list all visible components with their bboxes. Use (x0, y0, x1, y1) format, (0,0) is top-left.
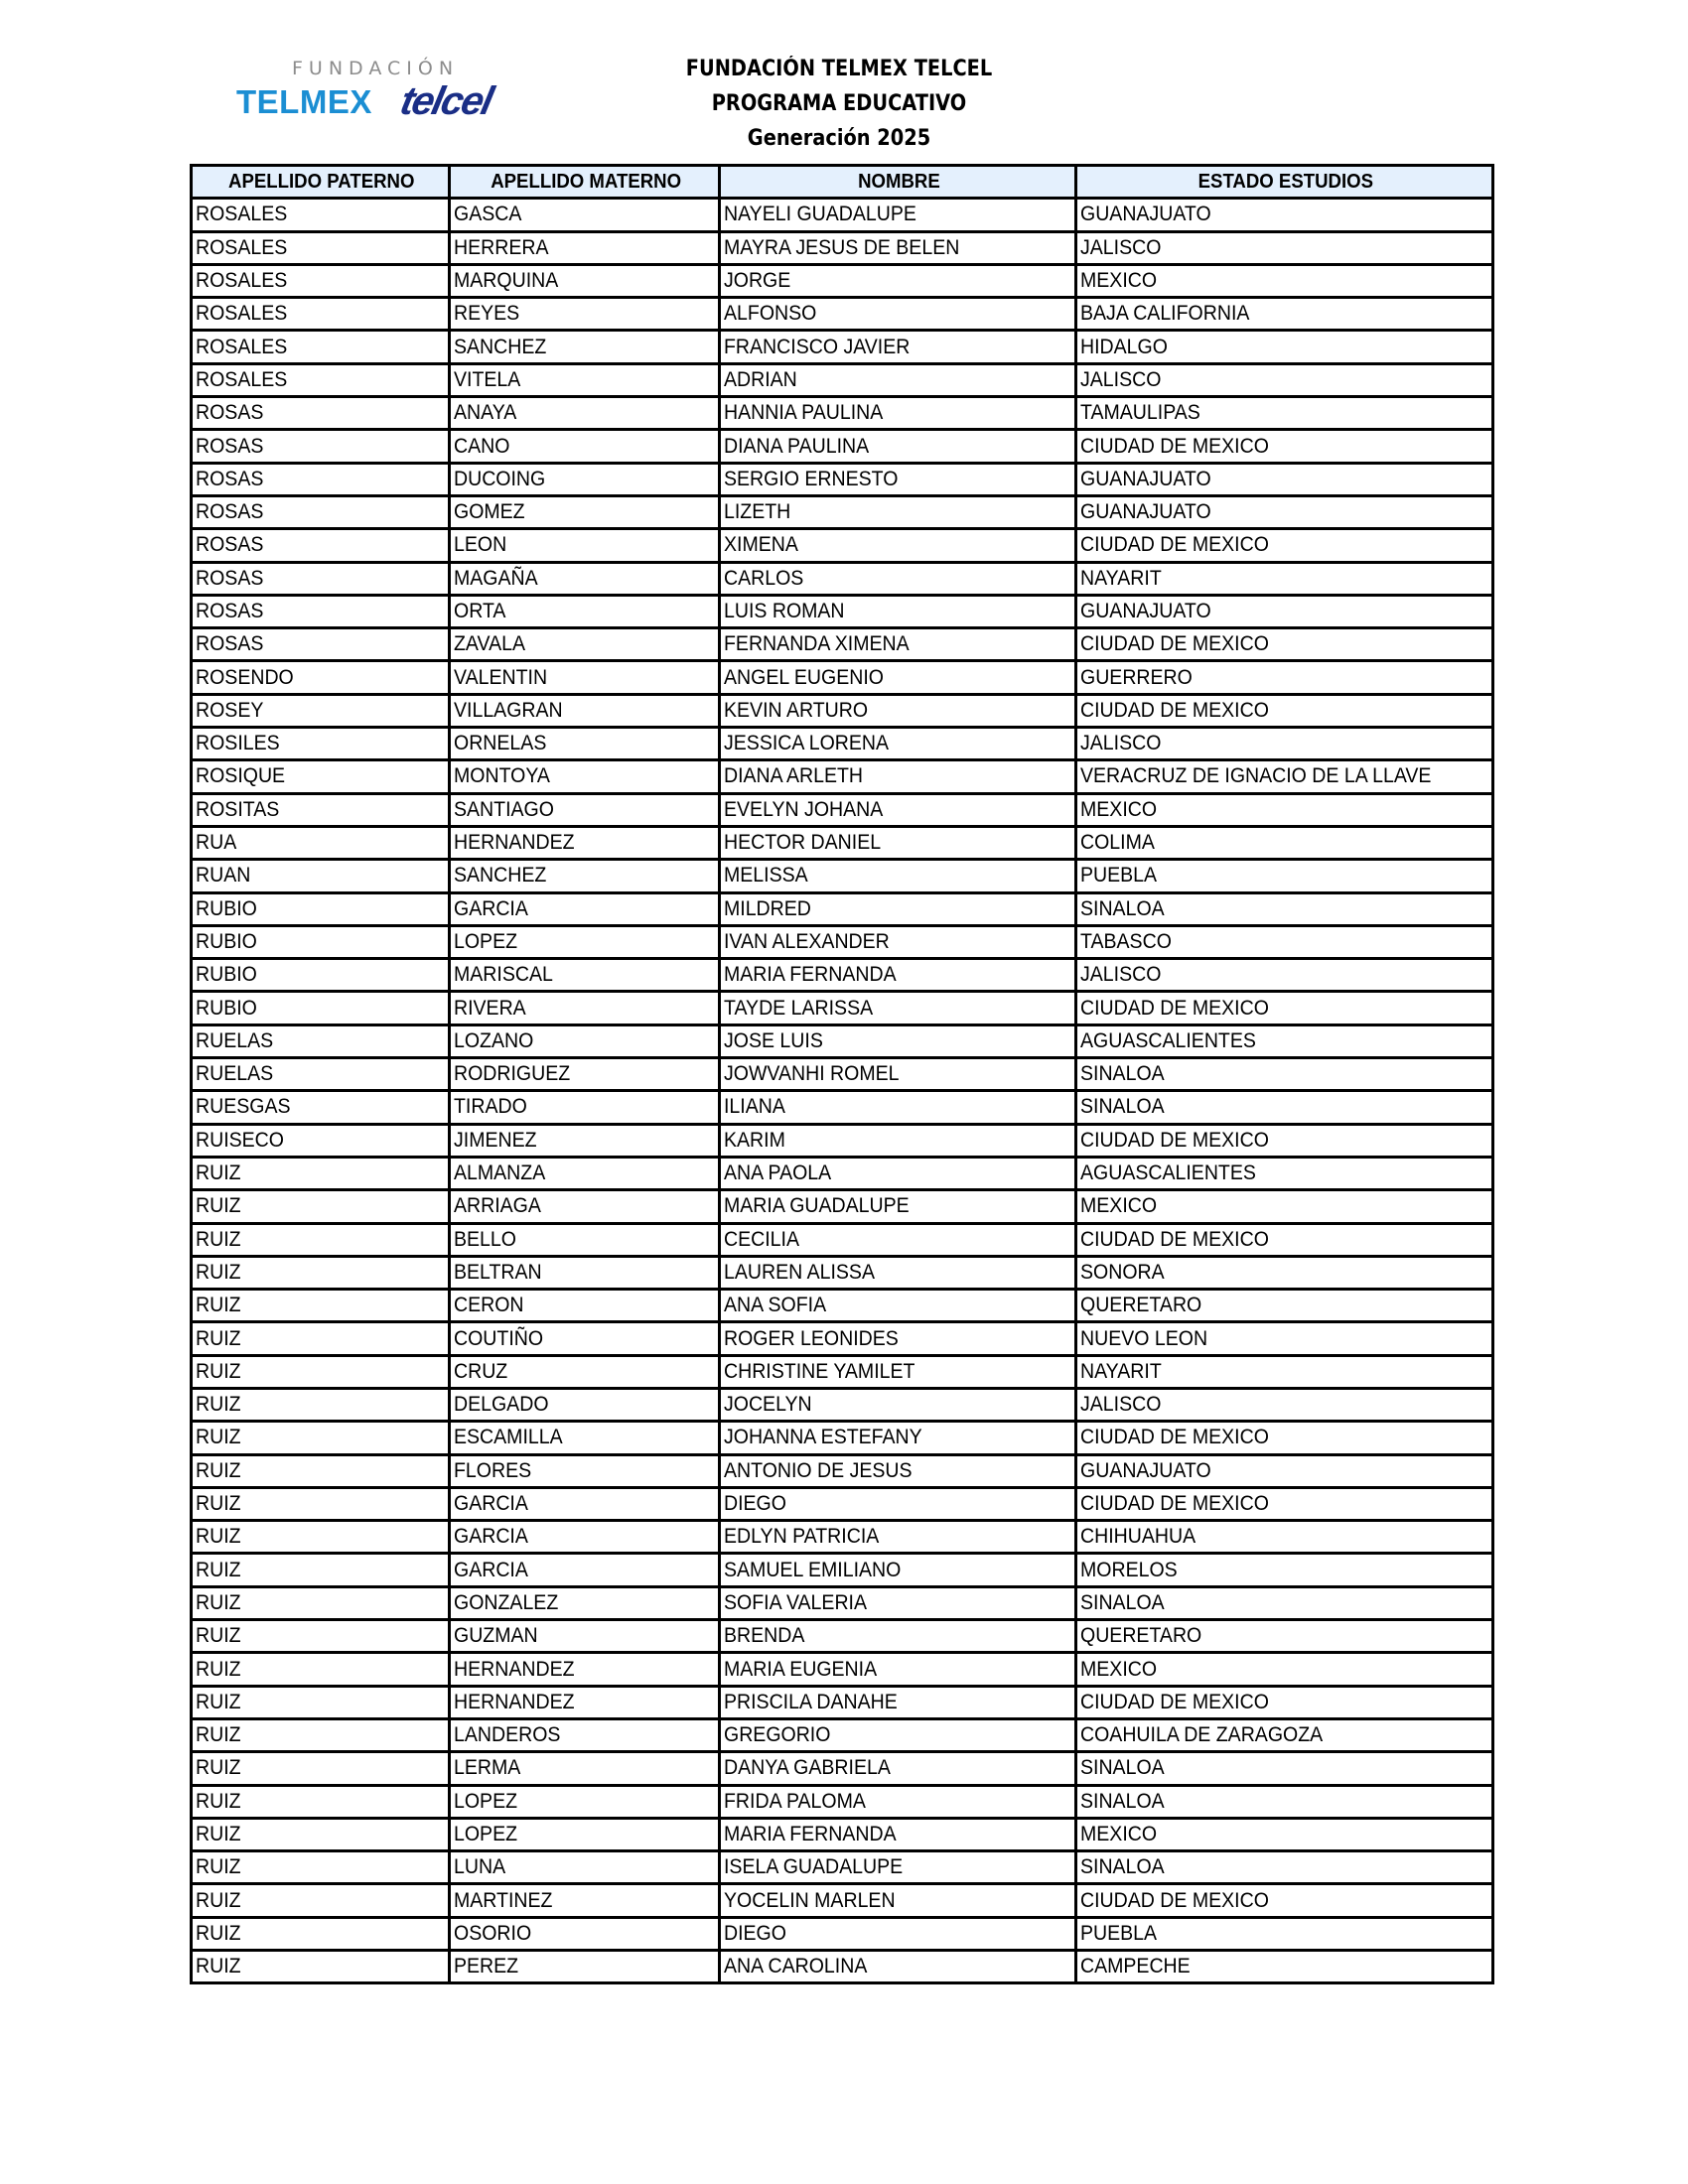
cell-apellido-materno: ARRIAGA (450, 1190, 720, 1223)
cell-nombre: ANTONIO DE JESUS (720, 1454, 1076, 1487)
cell-estado-estudios: CAMPECHE (1076, 1951, 1493, 1983)
cell-nombre: IVAN ALEXANDER (720, 925, 1076, 958)
cell-apellido-paterno: RUIZ (192, 1223, 450, 1256)
cell-estado-estudios: GUERRERO (1076, 661, 1493, 694)
cell-apellido-paterno: ROSAS (192, 495, 450, 528)
cell-apellido-paterno: ROSAS (192, 529, 450, 562)
table-row (192, 562, 1493, 595)
document-title (596, 52, 1082, 156)
cell-estado-estudios: TAMAULIPAS (1076, 397, 1493, 430)
cell-apellido-materno: TIRADO (450, 1091, 720, 1124)
cell-estado-estudios: SINALOA (1076, 1752, 1493, 1785)
cell-apellido-materno: LOZANO (450, 1024, 720, 1057)
cell-apellido-materno: RIVERA (450, 992, 720, 1024)
cell-estado-estudios: MORELOS (1076, 1554, 1493, 1586)
cell-apellido-paterno: RUIZ (192, 1917, 450, 1950)
cell-nombre: HECTOR DANIEL (720, 826, 1076, 859)
cell-estado-estudios: MEXICO (1076, 793, 1493, 826)
cell-apellido-materno: ORNELAS (450, 728, 720, 760)
cell-estado-estudios: HIDALGO (1076, 331, 1493, 363)
table-row (192, 1487, 1493, 1520)
cell-apellido-materno: GARCIA (450, 1554, 720, 1586)
cell-nombre: EVELYN JOHANA (720, 793, 1076, 826)
cell-apellido-materno: GARCIA (450, 892, 720, 925)
column-header-nombre: NOMBRE (720, 166, 1076, 199)
cell-nombre: CARLOS (720, 562, 1076, 595)
table-row (192, 529, 1493, 562)
cell-apellido-paterno: ROSEY (192, 694, 450, 727)
cell-apellido-paterno: RUIZ (192, 1157, 450, 1189)
cell-estado-estudios: VERACRUZ DE IGNACIO DE LA LLAVE (1076, 760, 1493, 793)
cell-apellido-materno: GOMEZ (450, 495, 720, 528)
cell-estado-estudios: JALISCO (1076, 1388, 1493, 1421)
cell-apellido-materno: ESCAMILLA (450, 1422, 720, 1454)
cell-estado-estudios: NAYARIT (1076, 562, 1493, 595)
table-row (192, 628, 1493, 661)
cell-nombre: BRENDA (720, 1620, 1076, 1653)
cell-apellido-paterno: RUIZ (192, 1785, 450, 1818)
cell-apellido-paterno: ROSITAS (192, 793, 450, 826)
table-row (192, 1422, 1493, 1454)
table-row (192, 925, 1493, 958)
table-header-row (192, 166, 1493, 199)
cell-estado-estudios: TABASCO (1076, 925, 1493, 958)
cell-apellido-paterno: RUISECO (192, 1124, 450, 1157)
cell-estado-estudios: GUANAJUATO (1076, 495, 1493, 528)
cell-nombre: SAMUEL EMILIANO (720, 1554, 1076, 1586)
cell-apellido-paterno: ROSALES (192, 199, 450, 231)
table-body (192, 199, 1493, 1983)
cell-nombre: MARIA FERNANDA (720, 1818, 1076, 1850)
cell-apellido-paterno: RUBIO (192, 925, 450, 958)
cell-estado-estudios: NUEVO LEON (1076, 1322, 1493, 1355)
cell-estado-estudios: GUANAJUATO (1076, 463, 1493, 495)
cell-estado-estudios: SINALOA (1076, 1785, 1493, 1818)
table-row (192, 298, 1493, 331)
table-row (192, 1785, 1493, 1818)
cell-apellido-paterno: RUBIO (192, 892, 450, 925)
cell-apellido-materno: LOPEZ (450, 1785, 720, 1818)
cell-nombre: LAUREN ALISSA (720, 1256, 1076, 1289)
table-row (192, 793, 1493, 826)
cell-apellido-paterno: ROSAS (192, 628, 450, 661)
cell-estado-estudios: COAHUILA DE ZARAGOZA (1076, 1718, 1493, 1751)
cell-estado-estudios: JALISCO (1076, 959, 1493, 992)
cell-apellido-paterno: ROSAS (192, 595, 450, 627)
cell-apellido-materno: DELGADO (450, 1388, 720, 1421)
cell-apellido-paterno: ROSENDO (192, 661, 450, 694)
cell-apellido-materno: MONTOYA (450, 760, 720, 793)
table-row (192, 1951, 1493, 1983)
cell-apellido-paterno: RUIZ (192, 1951, 450, 1983)
table-row (192, 1620, 1493, 1653)
cell-estado-estudios: CIUDAD DE MEXICO (1076, 1487, 1493, 1520)
logo-fundacion-text: FUNDACIÓN (292, 58, 460, 79)
table-row (192, 1024, 1493, 1057)
table-row (192, 1124, 1493, 1157)
cell-nombre: JORGE (720, 264, 1076, 297)
table-row (192, 1091, 1493, 1124)
cell-estado-estudios: QUERETARO (1076, 1290, 1493, 1322)
cell-nombre: ANA SOFIA (720, 1290, 1076, 1322)
cell-nombre: KEVIN ARTURO (720, 694, 1076, 727)
table-row (192, 760, 1493, 793)
table-row (192, 1686, 1493, 1718)
table-row (192, 1818, 1493, 1850)
cell-nombre: FRANCISCO JAVIER (720, 331, 1076, 363)
table-row (192, 495, 1493, 528)
cell-nombre: CHRISTINE YAMILET (720, 1355, 1076, 1388)
cell-apellido-paterno: RUBIO (192, 992, 450, 1024)
cell-apellido-materno: VITELA (450, 363, 720, 396)
table-row (192, 363, 1493, 396)
cell-nombre: ADRIAN (720, 363, 1076, 396)
cell-apellido-paterno: ROSILES (192, 728, 450, 760)
cell-estado-estudios: CIUDAD DE MEXICO (1076, 628, 1493, 661)
cell-estado-estudios: CIUDAD DE MEXICO (1076, 1422, 1493, 1454)
logo-telcel-text: telcel (396, 79, 496, 123)
cell-apellido-materno: HERNANDEZ (450, 826, 720, 859)
cell-nombre: ILIANA (720, 1091, 1076, 1124)
cell-nombre: LUIS ROMAN (720, 595, 1076, 627)
cell-apellido-materno: RODRIGUEZ (450, 1058, 720, 1091)
table-row (192, 1521, 1493, 1554)
cell-apellido-materno: HERNANDEZ (450, 1653, 720, 1686)
cell-apellido-materno: LEON (450, 529, 720, 562)
cell-apellido-paterno: ROSALES (192, 231, 450, 264)
cell-estado-estudios: MEXICO (1076, 1653, 1493, 1686)
cell-nombre: KARIM (720, 1124, 1076, 1157)
title-line-organization: FUNDACIÓN TELMEX TELCEL (685, 57, 993, 81)
cell-nombre: YOCELIN MARLEN (720, 1884, 1076, 1917)
cell-apellido-materno: GASCA (450, 199, 720, 231)
cell-apellido-paterno: ROSAS (192, 397, 450, 430)
cell-nombre: ANGEL EUGENIO (720, 661, 1076, 694)
cell-nombre: GREGORIO (720, 1718, 1076, 1751)
cell-apellido-materno: OSORIO (450, 1917, 720, 1950)
table-row (192, 331, 1493, 363)
table-row (192, 264, 1493, 297)
cell-estado-estudios: SINALOA (1076, 892, 1493, 925)
cell-apellido-materno: VALENTIN (450, 661, 720, 694)
cell-estado-estudios: PUEBLA (1076, 860, 1493, 892)
cell-nombre: DIANA PAULINA (720, 430, 1076, 463)
cell-apellido-materno: COUTIÑO (450, 1322, 720, 1355)
cell-apellido-materno: LOPEZ (450, 925, 720, 958)
cell-apellido-materno: MARTINEZ (450, 1884, 720, 1917)
cell-nombre: JOHANNA ESTEFANY (720, 1422, 1076, 1454)
table-row (192, 199, 1493, 231)
cell-estado-estudios: CIUDAD DE MEXICO (1076, 529, 1493, 562)
cell-apellido-materno: HERNANDEZ (450, 1686, 720, 1718)
students-table (190, 164, 1494, 1984)
table-row (192, 661, 1493, 694)
cell-nombre: MARIA EUGENIA (720, 1653, 1076, 1686)
cell-estado-estudios: JALISCO (1076, 363, 1493, 396)
cell-estado-estudios: CIUDAD DE MEXICO (1076, 992, 1493, 1024)
cell-estado-estudios: AGUASCALIENTES (1076, 1024, 1493, 1057)
cell-apellido-materno: CRUZ (450, 1355, 720, 1388)
cell-estado-estudios: CIUDAD DE MEXICO (1076, 430, 1493, 463)
table-row (192, 1653, 1493, 1686)
cell-apellido-paterno: RUIZ (192, 1190, 450, 1223)
cell-nombre: ANA CAROLINA (720, 1951, 1076, 1983)
cell-estado-estudios: JALISCO (1076, 231, 1493, 264)
cell-nombre: SOFIA VALERIA (720, 1586, 1076, 1619)
cell-nombre: ALFONSO (720, 298, 1076, 331)
cell-apellido-paterno: RUIZ (192, 1487, 450, 1520)
cell-apellido-paterno: RUIZ (192, 1554, 450, 1586)
cell-apellido-paterno: RUELAS (192, 1024, 450, 1057)
cell-apellido-paterno: ROSALES (192, 298, 450, 331)
table-row (192, 231, 1493, 264)
cell-estado-estudios: CIUDAD DE MEXICO (1076, 1884, 1493, 1917)
table-row (192, 1554, 1493, 1586)
table-row (192, 1290, 1493, 1322)
title-line-generation: Generación 2025 (747, 126, 931, 151)
cell-apellido-paterno: ROSAS (192, 562, 450, 595)
cell-estado-estudios: AGUASCALIENTES (1076, 1157, 1493, 1189)
cell-estado-estudios: BAJA CALIFORNIA (1076, 298, 1493, 331)
cell-apellido-materno: LUNA (450, 1851, 720, 1884)
cell-apellido-materno: SANCHEZ (450, 331, 720, 363)
cell-apellido-materno: ALMANZA (450, 1157, 720, 1189)
table-row (192, 1322, 1493, 1355)
cell-apellido-paterno: RUIZ (192, 1752, 450, 1785)
cell-apellido-materno: MARQUINA (450, 264, 720, 297)
cell-apellido-paterno: RUIZ (192, 1818, 450, 1850)
cell-estado-estudios: NAYARIT (1076, 1355, 1493, 1388)
cell-nombre: DIANA ARLETH (720, 760, 1076, 793)
cell-estado-estudios: QUERETARO (1076, 1620, 1493, 1653)
cell-apellido-paterno: ROSIQUE (192, 760, 450, 793)
cell-apellido-materno: DUCOING (450, 463, 720, 495)
cell-apellido-paterno: RUIZ (192, 1653, 450, 1686)
cell-nombre: EDLYN PATRICIA (720, 1521, 1076, 1554)
cell-estado-estudios: SINALOA (1076, 1058, 1493, 1091)
cell-apellido-materno: BELLO (450, 1223, 720, 1256)
cell-apellido-paterno: RUIZ (192, 1718, 450, 1751)
cell-nombre: XIMENA (720, 529, 1076, 562)
cell-estado-estudios: CIUDAD DE MEXICO (1076, 694, 1493, 727)
cell-apellido-paterno: RUELAS (192, 1058, 450, 1091)
cell-nombre: CECILIA (720, 1223, 1076, 1256)
table-row (192, 1223, 1493, 1256)
cell-apellido-paterno: RUIZ (192, 1322, 450, 1355)
cell-apellido-materno: LANDEROS (450, 1718, 720, 1751)
cell-apellido-materno: BELTRAN (450, 1256, 720, 1289)
cell-apellido-materno: ORTA (450, 595, 720, 627)
cell-apellido-paterno: RUBIO (192, 959, 450, 992)
title-line-program: PROGRAMA EDUCATIVO (711, 91, 967, 116)
cell-nombre: ROGER LEONIDES (720, 1322, 1076, 1355)
cell-apellido-materno: FLORES (450, 1454, 720, 1487)
cell-estado-estudios: MEXICO (1076, 1190, 1493, 1223)
cell-nombre: MARIA GUADALUPE (720, 1190, 1076, 1223)
cell-estado-estudios: CIUDAD DE MEXICO (1076, 1686, 1493, 1718)
cell-apellido-paterno: RUIZ (192, 1256, 450, 1289)
cell-apellido-materno: ZAVALA (450, 628, 720, 661)
cell-estado-estudios: SONORA (1076, 1256, 1493, 1289)
cell-apellido-materno: GARCIA (450, 1487, 720, 1520)
cell-apellido-materno: LERMA (450, 1752, 720, 1785)
cell-nombre: MAYRA JESUS DE BELEN (720, 231, 1076, 264)
cell-apellido-paterno: ROSALES (192, 363, 450, 396)
cell-nombre: DIEGO (720, 1917, 1076, 1950)
table-row (192, 1190, 1493, 1223)
table-row (192, 1752, 1493, 1785)
cell-apellido-paterno: ROSAS (192, 463, 450, 495)
column-header-estado-estudios: ESTADO ESTUDIOS (1076, 166, 1493, 199)
cell-apellido-materno: CANO (450, 430, 720, 463)
cell-nombre: DIEGO (720, 1487, 1076, 1520)
logo-telmex-text: TELMEX (236, 83, 372, 120)
column-header-apellido-materno: APELLIDO MATERNO (450, 166, 720, 199)
table-row (192, 1454, 1493, 1487)
cell-nombre: NAYELI GUADALUPE (720, 199, 1076, 231)
cell-estado-estudios: COLIMA (1076, 826, 1493, 859)
cell-apellido-materno: VILLAGRAN (450, 694, 720, 727)
cell-apellido-materno: REYES (450, 298, 720, 331)
cell-nombre: JESSICA LORENA (720, 728, 1076, 760)
cell-apellido-paterno: RUIZ (192, 1586, 450, 1619)
cell-apellido-materno: PEREZ (450, 1951, 720, 1983)
cell-apellido-paterno: RUIZ (192, 1620, 450, 1653)
table-row (192, 1388, 1493, 1421)
table-row (192, 1586, 1493, 1619)
cell-apellido-materno: CERON (450, 1290, 720, 1322)
cell-estado-estudios: CIUDAD DE MEXICO (1076, 1223, 1493, 1256)
cell-apellido-paterno: RUIZ (192, 1290, 450, 1322)
cell-nombre: FRIDA PALOMA (720, 1785, 1076, 1818)
cell-nombre: TAYDE LARISSA (720, 992, 1076, 1024)
column-header-apellido-paterno: APELLIDO PATERNO (192, 166, 450, 199)
cell-nombre: SERGIO ERNESTO (720, 463, 1076, 495)
cell-nombre: JOCELYN (720, 1388, 1076, 1421)
cell-estado-estudios: SINALOA (1076, 1851, 1493, 1884)
cell-apellido-materno: SANTIAGO (450, 793, 720, 826)
table-row (192, 892, 1493, 925)
cell-apellido-materno: MARISCAL (450, 959, 720, 992)
cell-estado-estudios: SINALOA (1076, 1586, 1493, 1619)
cell-estado-estudios: JALISCO (1076, 728, 1493, 760)
table-row (192, 397, 1493, 430)
cell-apellido-materno: GUZMAN (450, 1620, 720, 1653)
cell-apellido-materno: JIMENEZ (450, 1124, 720, 1157)
cell-estado-estudios: MEXICO (1076, 264, 1493, 297)
cell-nombre: PRISCILA DANAHE (720, 1686, 1076, 1718)
cell-apellido-paterno: RUIZ (192, 1355, 450, 1388)
cell-apellido-paterno: RUIZ (192, 1884, 450, 1917)
cell-nombre: LIZETH (720, 495, 1076, 528)
cell-apellido-paterno: RUESGAS (192, 1091, 450, 1124)
cell-apellido-materno: LOPEZ (450, 1818, 720, 1850)
cell-apellido-materno: SANCHEZ (450, 860, 720, 892)
table-row (192, 860, 1493, 892)
table-row (192, 463, 1493, 495)
cell-estado-estudios: CHIHUAHUA (1076, 1521, 1493, 1554)
table-row (192, 1884, 1493, 1917)
table-row (192, 595, 1493, 627)
cell-nombre: JOSE LUIS (720, 1024, 1076, 1057)
cell-apellido-paterno: ROSAS (192, 430, 450, 463)
cell-apellido-paterno: RUA (192, 826, 450, 859)
cell-estado-estudios: SINALOA (1076, 1091, 1493, 1124)
cell-nombre: MELISSA (720, 860, 1076, 892)
table-row (192, 1256, 1493, 1289)
cell-estado-estudios: PUEBLA (1076, 1917, 1493, 1950)
cell-nombre: HANNIA PAULINA (720, 397, 1076, 430)
fundacion-telmex-telcel-logo (236, 58, 544, 121)
cell-estado-estudios: GUANAJUATO (1076, 595, 1493, 627)
cell-apellido-paterno: RUIZ (192, 1521, 450, 1554)
cell-apellido-paterno: RUAN (192, 860, 450, 892)
table-row (192, 1058, 1493, 1091)
table-row (192, 959, 1493, 992)
cell-nombre: MARIA FERNANDA (720, 959, 1076, 992)
cell-nombre: MILDRED (720, 892, 1076, 925)
table-row (192, 1917, 1493, 1950)
cell-apellido-paterno: RUIZ (192, 1454, 450, 1487)
cell-nombre: FERNANDA XIMENA (720, 628, 1076, 661)
table-row (192, 1718, 1493, 1751)
cell-nombre: ISELA GUADALUPE (720, 1851, 1076, 1884)
cell-nombre: ANA PAOLA (720, 1157, 1076, 1189)
table-row (192, 1355, 1493, 1388)
cell-apellido-materno: GONZALEZ (450, 1586, 720, 1619)
table-row (192, 826, 1493, 859)
cell-estado-estudios: GUANAJUATO (1076, 1454, 1493, 1487)
cell-estado-estudios: CIUDAD DE MEXICO (1076, 1124, 1493, 1157)
cell-apellido-materno: MAGAÑA (450, 562, 720, 595)
cell-apellido-paterno: RUIZ (192, 1686, 450, 1718)
cell-estado-estudios: MEXICO (1076, 1818, 1493, 1850)
cell-estado-estudios: GUANAJUATO (1076, 199, 1493, 231)
table-row (192, 1157, 1493, 1189)
cell-apellido-materno: HERRERA (450, 231, 720, 264)
cell-apellido-paterno: ROSALES (192, 264, 450, 297)
cell-apellido-paterno: RUIZ (192, 1422, 450, 1454)
table-row (192, 1851, 1493, 1884)
cell-nombre: DANYA GABRIELA (720, 1752, 1076, 1785)
table-row (192, 992, 1493, 1024)
cell-apellido-paterno: ROSALES (192, 331, 450, 363)
cell-apellido-paterno: RUIZ (192, 1851, 450, 1884)
cell-apellido-materno: ANAYA (450, 397, 720, 430)
cell-apellido-materno: GARCIA (450, 1521, 720, 1554)
table-row (192, 694, 1493, 727)
cell-apellido-paterno: RUIZ (192, 1388, 450, 1421)
table-row (192, 728, 1493, 760)
table-row (192, 430, 1493, 463)
cell-nombre: JOWVANHI ROMEL (720, 1058, 1076, 1091)
